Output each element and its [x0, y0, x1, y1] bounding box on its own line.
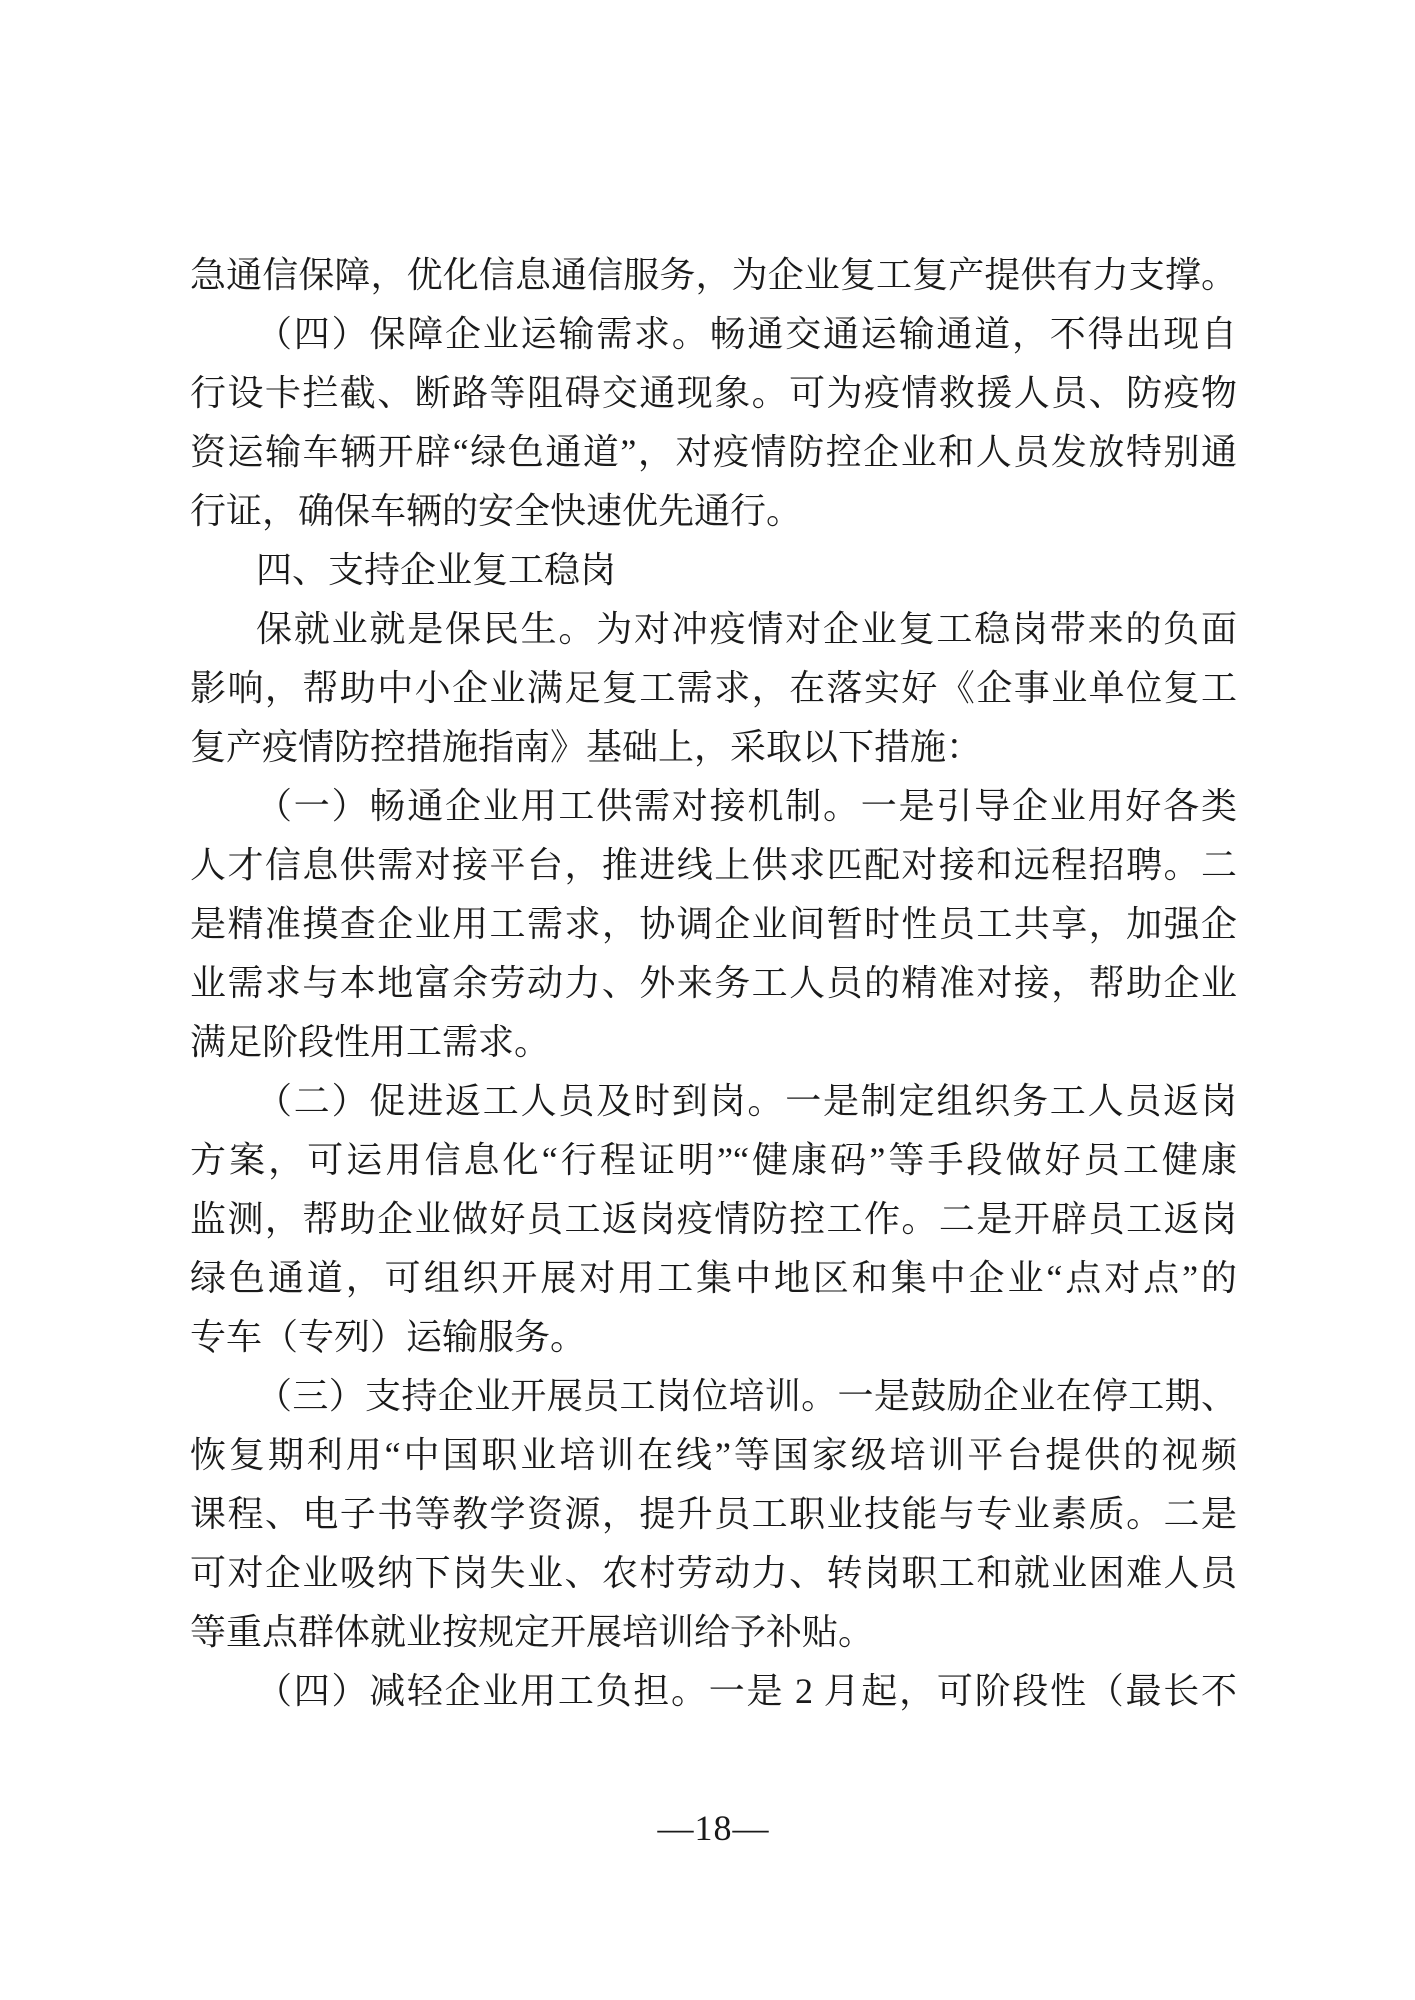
text-line: 课程、电子书等教学资源，提升员工职业技能与专业素质。二是: [190, 1494, 1237, 1534]
document-body: [190, 246, 1237, 1721]
text-line: 资运输车辆开辟“绿色通道”，对疫情防控企业和人员发放特别通: [190, 432, 1237, 472]
text-line: 方案，可运用信息化“行程证明”“健康码”等手段做好员工健康: [190, 1140, 1237, 1180]
page-number: —18—: [657, 1808, 770, 1848]
text-line: 急通信保障，优化信息通信服务，为企业复工复产提供有力支撑。: [190, 255, 1237, 295]
text-line: 行证，确保车辆的安全快速优先通行。: [190, 491, 803, 531]
text-line: （四）减轻企业用工负担。一是 2 月起，可阶段性（最长不: [256, 1671, 1237, 1711]
text-line: 影响，帮助中小企业满足复工需求，在落实好《企事业单位复工: [190, 668, 1237, 708]
text-line: 等重点群体就业按规定开展培训给予补贴。: [190, 1612, 875, 1652]
text-line: （一）畅通企业用工供需对接机制。一是引导企业用好各类: [256, 786, 1237, 826]
text-line: 专车（专列）运输服务。: [190, 1317, 587, 1357]
text-line: （二）促进返工人员及时到岗。一是制定组织务工人员返岗: [256, 1081, 1237, 1121]
text-line: 绿色通道，可组织开展对用工集中地区和集中企业“点对点”的: [190, 1258, 1237, 1298]
text-line: （四）保障企业运输需求。畅通交通运输通道，不得出现自: [256, 314, 1237, 354]
text-line: 恢复期利用“中国职业培训在线”等国家级培训平台提供的视频: [190, 1435, 1237, 1475]
text-line: 是精准摸查企业用工需求，协调企业间暂时性员工共享，加强企: [190, 904, 1237, 944]
text-line: 业需求与本地富余劳动力、外来务工人员的精准对接，帮助企业: [190, 963, 1237, 1003]
text-line: 行设卡拦截、断路等阻碍交通现象。可为疫情救援人员、防疫物: [190, 373, 1237, 413]
text-line: 满足阶段性用工需求。: [190, 1022, 551, 1062]
section-heading: 四、支持企业复工稳岗: [256, 550, 617, 590]
text-line: 保就业就是保民生。为对冲疫情对企业复工稳岗带来的负面: [256, 609, 1237, 649]
text-line: 监测，帮助企业做好员工返岗疫情防控工作。二是开辟员工返岗: [190, 1199, 1237, 1239]
text-line: （三）支持企业开展员工岗位培训。一是鼓励企业在停工期、: [256, 1376, 1237, 1416]
text-line: 可对企业吸纳下岗失业、农村劳动力、转岗职工和就业困难人员: [190, 1553, 1237, 1593]
text-line: 复产疫情防控措施指南》基础上，采取以下措施：: [190, 727, 983, 767]
text-line: 人才信息供需对接平台，推进线上供求匹配对接和远程招聘。二: [190, 845, 1237, 885]
